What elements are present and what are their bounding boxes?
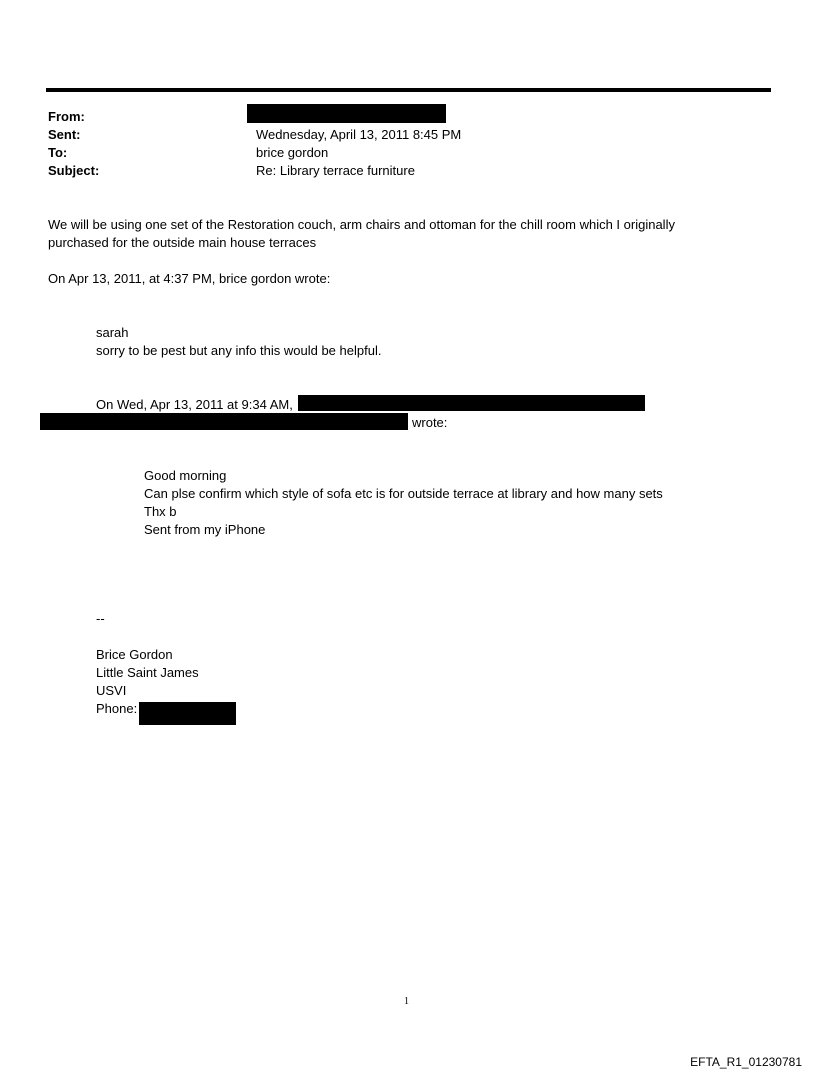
to-label: To:	[48, 145, 68, 160]
signature-phone-label: Phone:	[96, 701, 138, 716]
header-divider	[46, 88, 771, 92]
page-number: 1	[404, 996, 409, 1007]
nested-attribution-start: On Wed, Apr 13, 2011 at 9:34 AM,	[96, 397, 293, 412]
message-line-2: purchased for the outside main house terraces	[48, 235, 317, 250]
message-line-1: We will be using one set of the Restoration couch, arm chairs and ottoman for the chill room which I originally	[48, 217, 675, 232]
quote1-body: sorry to be pest but any info this would be helpful.	[96, 343, 382, 358]
from-redaction	[247, 104, 446, 123]
quote2-line-1: Good morning	[144, 468, 227, 483]
phone-redaction	[139, 702, 236, 725]
signature-name: Brice Gordon	[96, 647, 173, 662]
quote1-attribution: On Apr 13, 2011, at 4:37 PM, brice gordon wrote:	[48, 271, 331, 286]
subject-value: Re: Library terrace furniture	[256, 163, 415, 178]
quote2-line-3: Thx b	[144, 504, 177, 519]
subject-label: Subject:	[48, 163, 100, 178]
quote1-greeting: sarah	[96, 325, 129, 340]
quote2-line-4: Sent from my iPhone	[144, 522, 266, 537]
sent-value: Wednesday, April 13, 2011 8:45 PM	[256, 127, 462, 142]
signature-separator: --	[96, 611, 105, 626]
nested-attribution-end: wrote:	[412, 415, 448, 430]
sender-redaction-2	[40, 413, 408, 430]
from-label: From:	[48, 109, 85, 124]
quote2-line-2: Can plse confirm which style of sofa etc is for outside terrace at library and how many sets	[144, 486, 663, 501]
signature-region: USVI	[96, 683, 127, 698]
sender-redaction-1	[298, 395, 645, 411]
sent-label: Sent:	[48, 127, 81, 142]
signature-location: Little Saint James	[96, 665, 199, 680]
to-value: brice gordon	[256, 145, 329, 160]
bates-number: EFTA_R1_01230781	[690, 1055, 802, 1069]
